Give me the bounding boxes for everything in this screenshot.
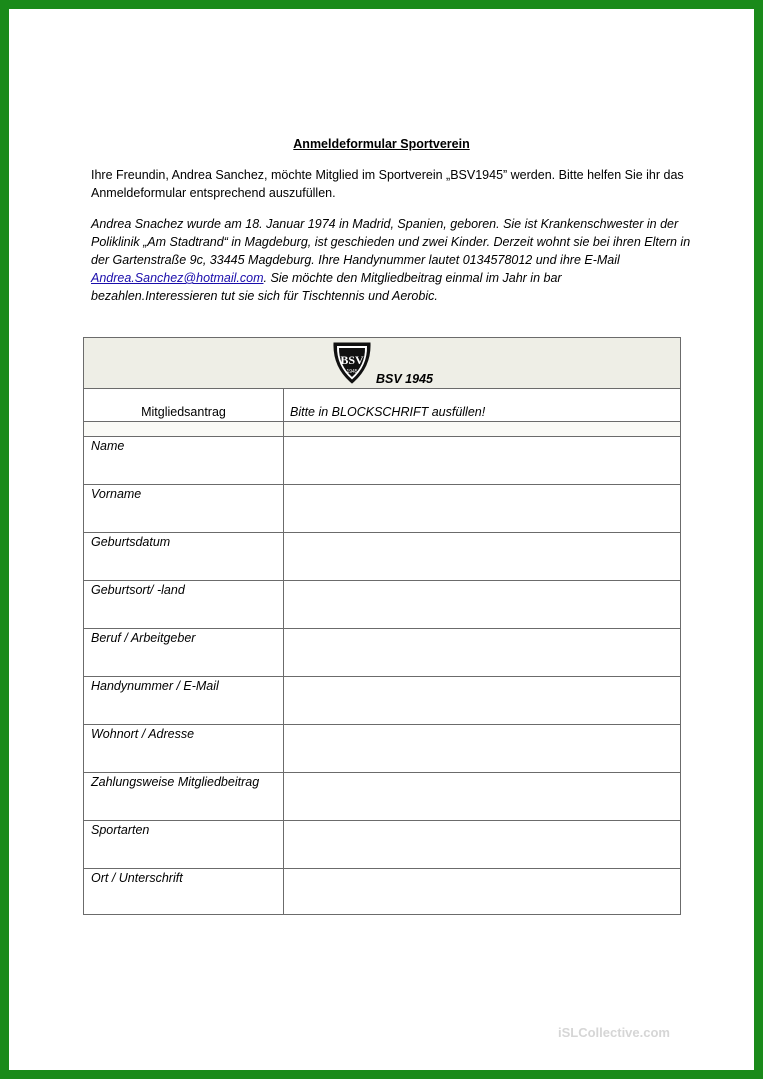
field-label: Geburtsdatum [91,535,171,549]
story-paragraph [91,215,691,305]
form-header [84,338,680,389]
field-row-first-name [84,485,680,533]
story-text-after: . Sie möchte den Mitgliedbeitrag einmal im Jahr in bar bezahlen.Interessieren tut sie sich für Tischtennis und Aerobic. [91,271,562,303]
field-row-name [84,437,680,485]
field-row-payment [84,773,680,821]
intro-paragraph: Ihre Freundin, Andrea Sanchez, möchte Mitglied im Sportverein „BSV1945” werden. Bitte helfen Sie ihr das Anmeldeformular entsprechend auszufüllen. [91,168,684,200]
birth-place-input[interactable] [285,581,679,628]
field-row-sports [84,821,680,869]
field-label: Vorname [91,487,142,501]
field-row-birth-place [84,581,680,629]
address-input[interactable] [285,725,679,772]
field-row-signature [84,869,680,916]
phone-email-input[interactable] [285,677,679,724]
email-link[interactable]: Andrea.Sanchez@hotmail.com [91,271,264,285]
bsv-crest-icon [329,339,375,385]
field-row-birth-date [84,533,680,581]
story-text-before: Andrea Snachez wurde am 18. Januar 1974 in Madrid, Spanien, geboren. Sie ist Krankenschwester in der Poliklinik „Am Stadtrand“ in Magdeburg, ist geschieden und zwei Kinder. Derzeit wohnt sie bei ihren Eltern in der Gartenstraße 9c, 33445 Magdeburg. Ihre Handynummer lautet 0134578012 und ihre E-Mail [91,217,691,267]
occupation-input[interactable] [285,629,679,676]
field-label: Handynummer / E-Mail [91,679,219,693]
field-row-address [84,725,680,773]
field-row-occupation [84,629,680,677]
logo-text: BSV [340,353,364,367]
field-label: Zahlungsweise Mitgliedbeitrag [91,775,260,789]
signature-input[interactable] [285,869,679,916]
spacer-row [84,422,680,437]
page-title: Anmeldeformular Sportverein [293,137,470,151]
club-name: BSV 1945 [376,372,433,386]
column-divider [283,389,284,915]
field-row-phone-email [84,677,680,725]
name-input[interactable] [285,437,679,484]
form-label-row [84,389,680,422]
field-label: Name [91,439,125,453]
logo-year: 1945 [346,369,358,375]
membership-form [83,337,681,915]
field-label: Ort / Unterschrift [91,871,183,885]
first-name-input[interactable] [285,485,679,532]
field-label: Sportarten [91,823,150,837]
membership-application-label: Mitgliedsantrag [141,405,226,419]
block-letters-instruction: Bitte in BLOCKSCHRIFT ausfüllen! [290,405,486,419]
field-label: Geburtsort/ -land [91,583,185,597]
sports-input[interactable] [285,821,679,868]
site-watermark: iSLCollective.com [558,1025,670,1040]
field-label: Wohnort / Adresse [91,727,195,741]
field-label: Beruf / Arbeitgeber [91,631,196,645]
payment-input[interactable] [285,773,679,820]
birth-date-input[interactable] [285,533,679,580]
